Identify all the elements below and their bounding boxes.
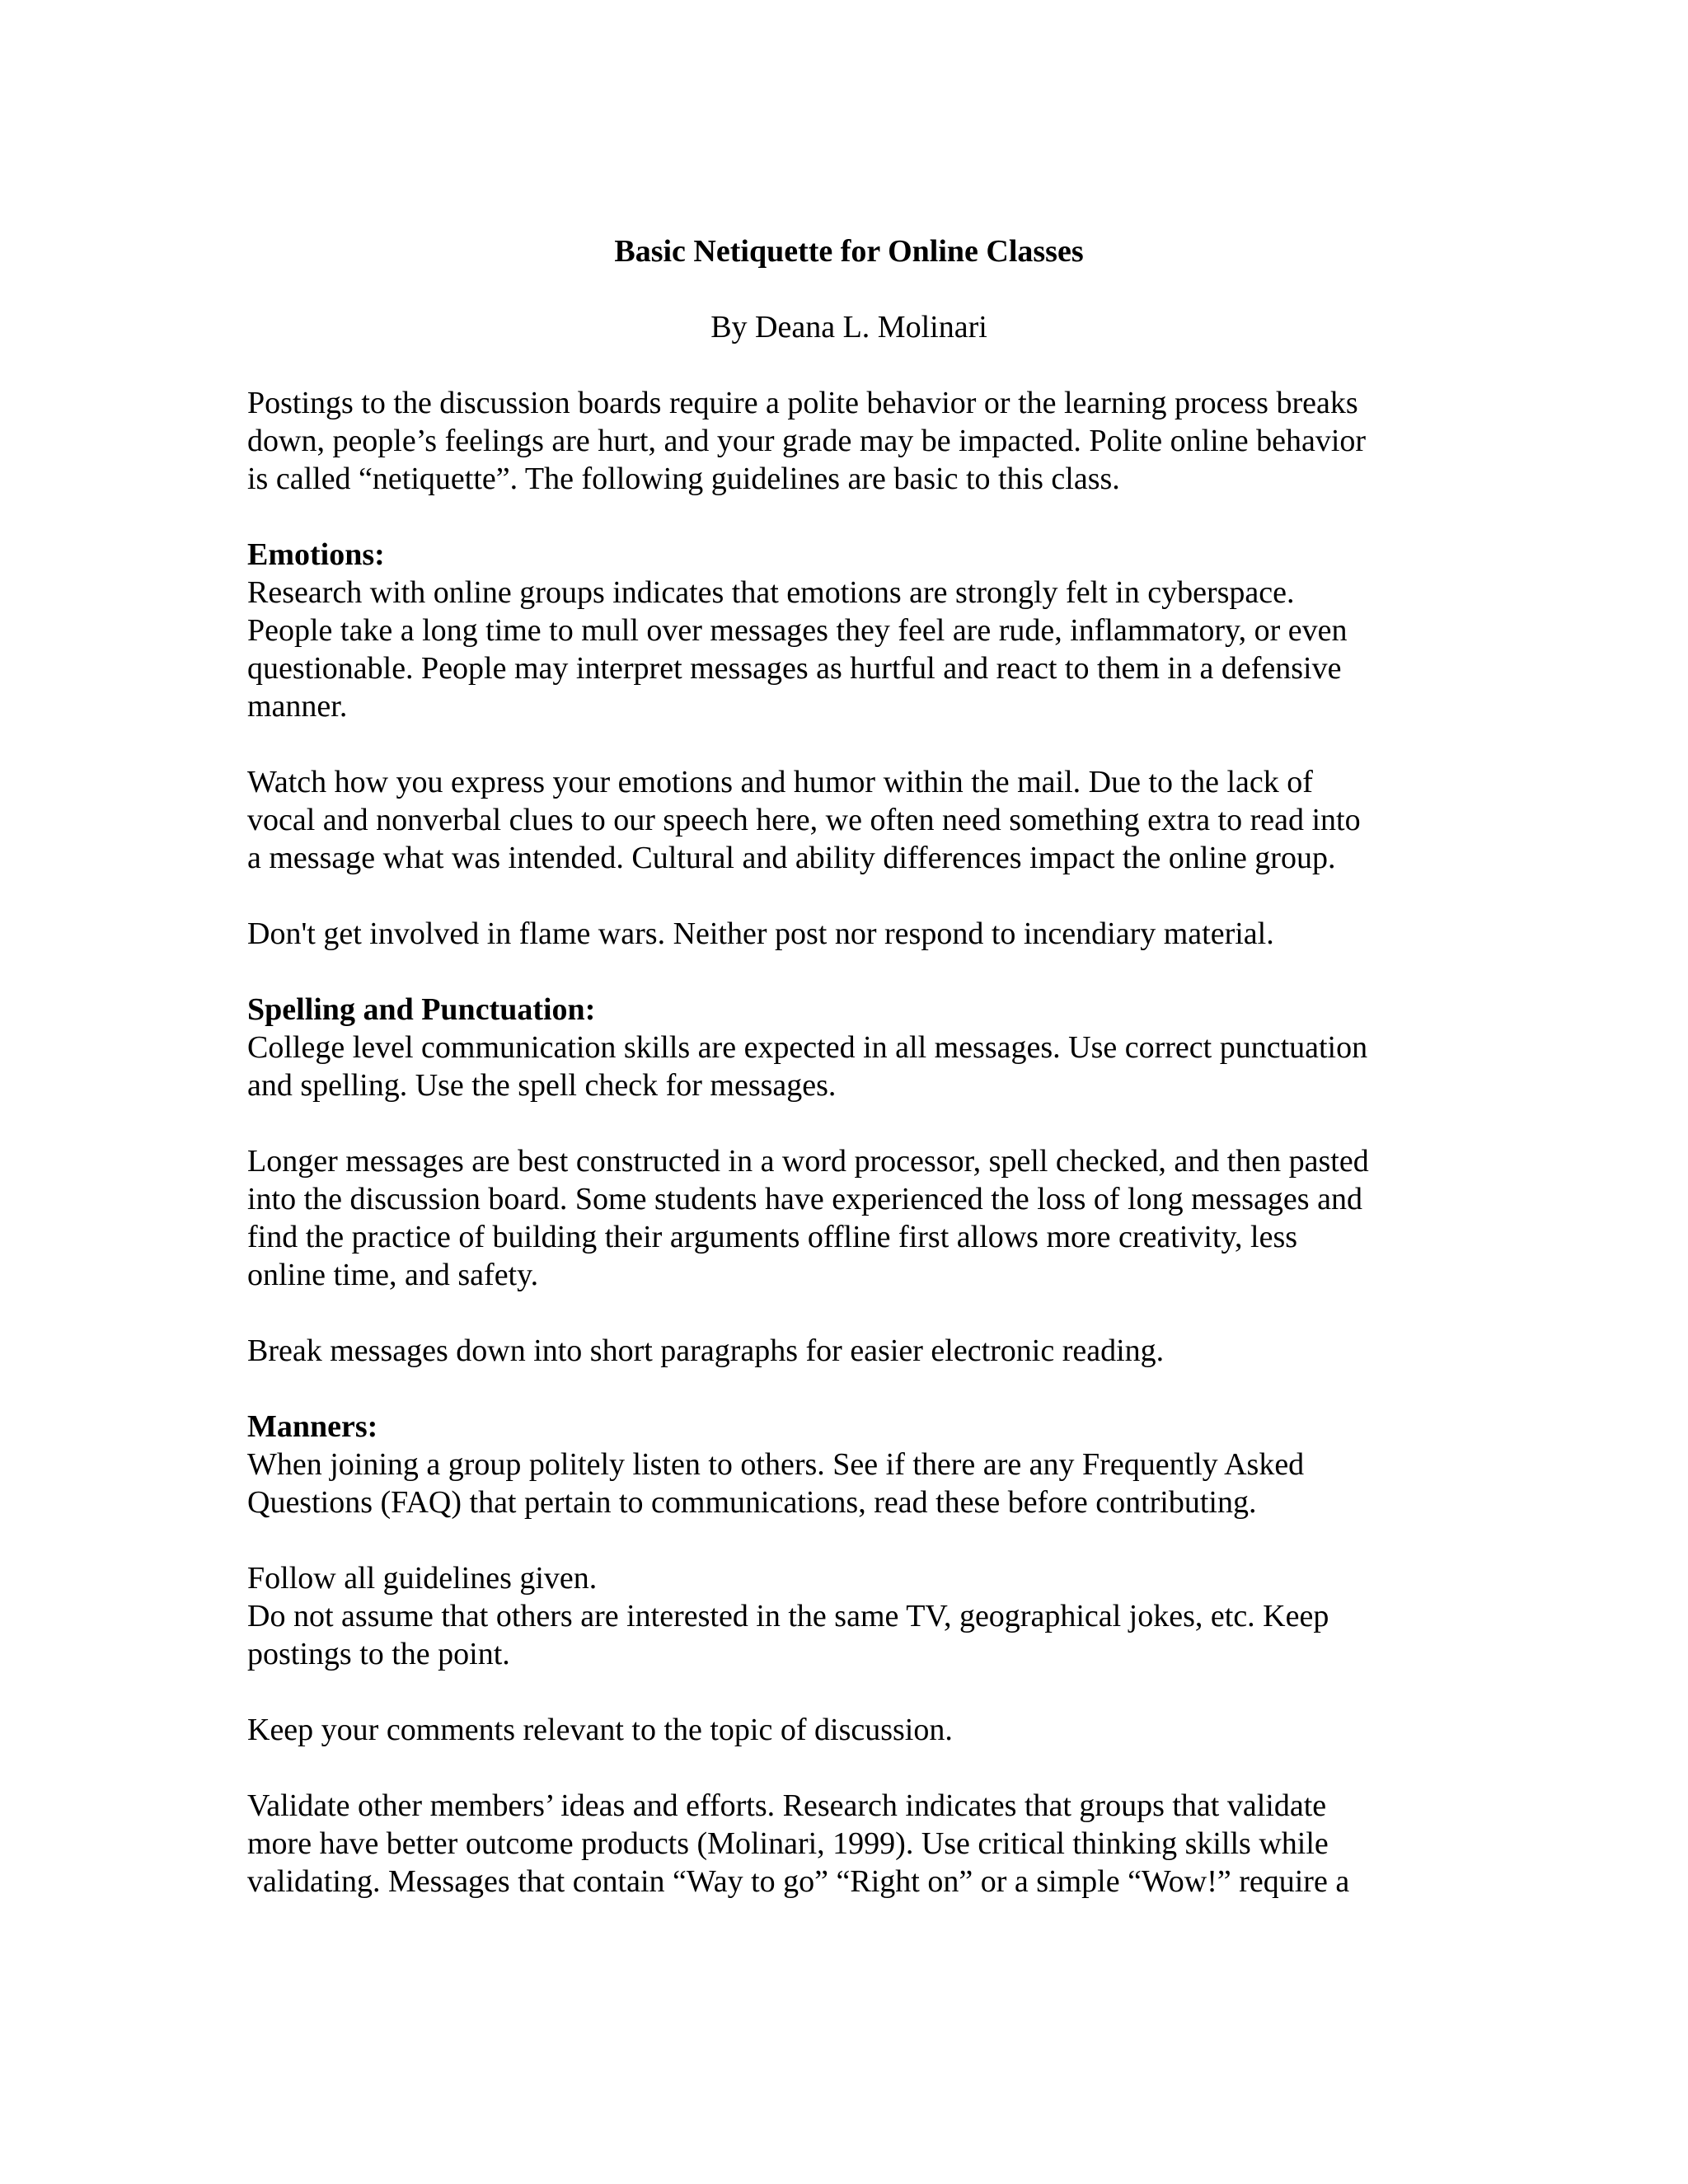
- paragraph-line: manner.: [247, 689, 348, 724]
- section-heading-spelling: Spelling and Punctuation:: [247, 992, 596, 1027]
- paragraph-line: Questions (FAQ) that pertain to communications, read these before contributing.: [247, 1485, 1257, 1520]
- document-title: Basic Netiquette for Online Classes: [614, 234, 1084, 269]
- paragraph-line: People take a long time to mull over messages they feel are rude, inflammatory, or even: [247, 613, 1348, 648]
- section-heading-manners: Manners:: [247, 1409, 378, 1444]
- paragraph-line: Longer messages are best constructed in a word processor, spell checked, and then pasted: [247, 1144, 1369, 1179]
- document-body: [247, 232, 1451, 1900]
- paragraph-line: Follow all guidelines given.: [247, 1561, 598, 1596]
- paragraph-line: is called “netiquette”. The following guidelines are basic to this class.: [247, 462, 1120, 496]
- paragraph-line: Do not assume that others are interested in the same TV, geographical jokes, etc. Keep: [247, 1599, 1329, 1633]
- paragraph-line: down, people’s feelings are hurt, and your grade may be impacted. Polite online behavior: [247, 424, 1367, 458]
- paragraph-line: online time, and safety.: [247, 1258, 539, 1292]
- paragraph-line: and spelling. Use the spell check for messages.: [247, 1068, 837, 1103]
- paragraph-line: Watch how you express your emotions and humor within the mail. Due to the lack of: [247, 765, 1313, 799]
- paragraph-line: When joining a group politely listen to others. See if there are any Frequently Asked: [247, 1447, 1305, 1482]
- paragraph-line: a message what was intended. Cultural and ability differences impact the online group.: [247, 841, 1336, 875]
- paragraph-line: Don't get involved in flame wars. Neither post nor respond to incendiary material.: [247, 916, 1274, 951]
- paragraph-line: into the discussion board. Some students have experienced the loss of long messages and: [247, 1182, 1362, 1216]
- paragraph-line: Validate other members’ ideas and efforts. Research indicates that groups that validate: [247, 1788, 1327, 1823]
- section-heading-emotions: Emotions:: [247, 537, 385, 572]
- paragraph-line: more have better outcome products (Molinari, 1999). Use critical thinking skills while: [247, 1826, 1329, 1861]
- manners-paragraph-3: [247, 1711, 1451, 1749]
- intro-paragraph: [247, 384, 1451, 498]
- manners-paragraph-4: [247, 1787, 1451, 1900]
- paragraph-line: Keep your comments relevant to the topic of discussion.: [247, 1713, 953, 1747]
- document-author: By Deana L. Molinari: [710, 310, 987, 344]
- paragraph-line: postings to the point.: [247, 1637, 510, 1671]
- manners-paragraph-1: [247, 1446, 1451, 1521]
- paragraph-line: Research with online groups indicates that emotions are strongly felt in cyberspace.: [247, 575, 1295, 610]
- emotions-paragraph-2: [247, 763, 1451, 877]
- emotions-paragraph-3: [247, 915, 1451, 953]
- manners-paragraph-2: [247, 1559, 1451, 1673]
- paragraph-line: College level communication skills are expected in all messages. Use correct punctuation: [247, 1030, 1368, 1065]
- paragraph-line: validating. Messages that contain “Way to go” “Right on” or a simple “Wow!” require a: [247, 1864, 1350, 1899]
- spelling-paragraph-3: [247, 1332, 1451, 1370]
- emotions-paragraph-1: [247, 574, 1451, 725]
- paragraph-line: Postings to the discussion boards require a polite behavior or the learning process breaks: [247, 386, 1358, 420]
- spelling-paragraph-1: [247, 1029, 1451, 1104]
- spelling-paragraph-2: [247, 1142, 1451, 1294]
- paragraph-line: questionable. People may interpret messages as hurtful and react to them in a defensive: [247, 651, 1342, 686]
- paragraph-line: vocal and nonverbal clues to our speech here, we often need something extra to read into: [247, 803, 1361, 837]
- paragraph-line: Break messages down into short paragraphs for easier electronic reading.: [247, 1333, 1165, 1368]
- paragraph-line: find the practice of building their arguments offline first allows more creativity, less: [247, 1220, 1298, 1254]
